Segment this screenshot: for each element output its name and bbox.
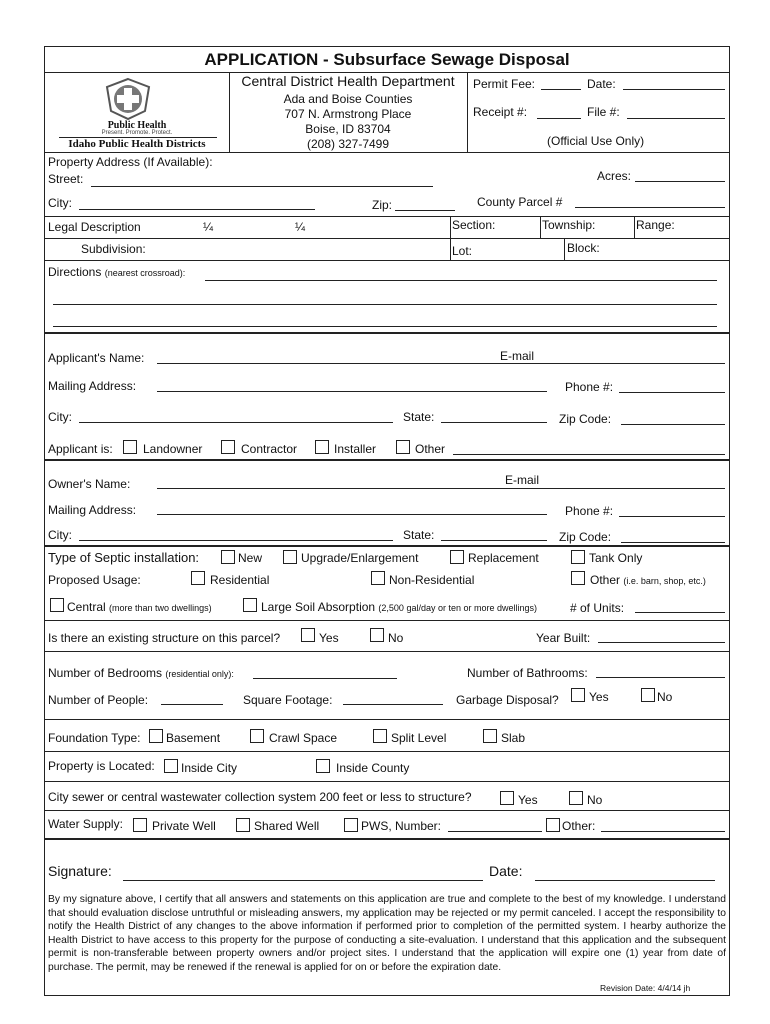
split-level-label: Split Level	[391, 731, 447, 745]
sewer-no-checkbox[interactable]	[569, 791, 583, 805]
units-field[interactable]	[635, 612, 725, 613]
owner-mailing-field[interactable]	[157, 514, 547, 515]
water-other-checkbox[interactable]	[546, 818, 560, 832]
foundation-label: Foundation Type:	[48, 731, 141, 745]
directions-field-2[interactable]	[53, 304, 717, 305]
signature-label: Signature:	[48, 863, 112, 879]
city-label: City:	[48, 196, 72, 210]
contractor-checkbox[interactable]	[221, 440, 235, 454]
divider	[45, 751, 729, 752]
city-field[interactable]	[79, 209, 315, 210]
central-label: Central (more than two dwellings)	[67, 600, 212, 614]
contractor-label: Contractor	[241, 442, 298, 456]
sqft-label: Square Footage:	[243, 693, 333, 707]
crawl-space-checkbox[interactable]	[250, 729, 264, 743]
township-label: Township:	[542, 218, 596, 232]
sewer-yes-label: Yes	[518, 793, 538, 807]
signature-date-field[interactable]	[535, 880, 715, 881]
owner-name-field[interactable]	[157, 488, 725, 489]
county-parcel-field[interactable]	[575, 207, 725, 208]
subdivision-label: Subdivision:	[81, 242, 146, 256]
zip-field[interactable]	[395, 210, 455, 211]
shared-well-checkbox[interactable]	[236, 818, 250, 832]
landowner-label: Landowner	[143, 442, 203, 456]
directions-field[interactable]	[205, 280, 717, 281]
applicant-mailing-field[interactable]	[157, 391, 547, 392]
installer-checkbox[interactable]	[315, 440, 329, 454]
divider	[45, 838, 729, 840]
receipt-label: Receipt #:	[473, 105, 528, 119]
range-label: Range:	[636, 218, 675, 232]
owner-state-label: State:	[403, 528, 435, 542]
other-usage-checkbox[interactable]	[571, 571, 585, 585]
inside-city-checkbox[interactable]	[164, 759, 178, 773]
signature-date-label: Date:	[489, 863, 523, 879]
other-usage-label: Other (i.e. barn, shop, etc.)	[590, 573, 706, 587]
sqft-field[interactable]	[343, 704, 443, 705]
divider	[45, 152, 729, 153]
applicant-phone-label: Phone #:	[565, 380, 614, 394]
existing-yes-checkbox[interactable]	[301, 628, 315, 642]
property-address-label: Property Address (If Available):	[48, 155, 213, 169]
central-checkbox[interactable]	[50, 598, 64, 612]
divider	[45, 810, 729, 811]
water-other-field[interactable]	[601, 831, 725, 832]
split-level-checkbox[interactable]	[373, 729, 387, 743]
county-parcel-label: County Parcel #	[477, 195, 563, 209]
street-field[interactable]	[91, 186, 433, 187]
garbage-no-checkbox[interactable]	[641, 688, 655, 702]
legal-description-label: Legal Description	[48, 220, 141, 234]
applicant-state-field[interactable]	[441, 422, 547, 423]
file-label: File #:	[587, 105, 620, 119]
acres-field[interactable]	[635, 181, 725, 182]
crawl-space-label: Crawl Space	[269, 731, 338, 745]
year-built-label: Year Built:	[536, 631, 591, 645]
water-supply-label: Water Supply:	[48, 817, 123, 831]
people-label: Number of People:	[48, 693, 149, 707]
owner-phone-label: Phone #:	[565, 504, 614, 518]
applicant-city-label: City:	[48, 410, 72, 424]
applicant-phone-field[interactable]	[619, 392, 725, 393]
existing-no-checkbox[interactable]	[370, 628, 384, 642]
divider	[45, 332, 729, 334]
divider	[45, 216, 729, 217]
directions-label: Directions (nearest crossroad):	[48, 265, 186, 279]
date-label: Date:	[587, 77, 616, 91]
existing-structure-label: Is there an existing structure on this parcel?	[48, 631, 281, 645]
non-residential-label: Non-Residential	[389, 573, 475, 587]
applicant-city-field[interactable]	[79, 422, 393, 423]
divider	[45, 781, 729, 782]
street-label: Street:	[48, 172, 84, 186]
bedrooms-field[interactable]	[253, 678, 397, 679]
divider	[634, 216, 635, 238]
divider	[45, 545, 729, 547]
acres-label: Acres:	[597, 169, 632, 183]
applicant-state-label: State:	[403, 410, 435, 424]
inside-city-label: Inside City	[181, 761, 238, 775]
applicant-zip-field[interactable]	[621, 424, 725, 425]
permit-fee-field[interactable]	[541, 89, 581, 90]
bedrooms-label: Number of Bedrooms (residential only):	[48, 666, 234, 680]
zip-label: Zip:	[372, 198, 393, 212]
applicant-other-field[interactable]	[453, 454, 725, 455]
replacement-checkbox[interactable]	[450, 550, 464, 564]
divider	[564, 238, 565, 260]
application-form	[44, 46, 730, 996]
divider	[45, 459, 729, 461]
applicant-name-field[interactable]	[157, 363, 725, 364]
inside-county-label: Inside County	[336, 761, 410, 775]
residential-label: Residential	[210, 573, 270, 587]
private-well-label: Private Well	[152, 819, 216, 833]
divider	[45, 260, 729, 261]
dept-street: 707 N. Armstrong Place	[284, 107, 412, 121]
quarter-1: ¼	[203, 220, 214, 234]
owner-name-label: Owner's Name:	[48, 477, 131, 491]
divider	[45, 238, 729, 239]
block-label: Block:	[567, 241, 600, 255]
water-other-label: Other:	[562, 819, 596, 833]
other-checkbox[interactable]	[396, 440, 410, 454]
slab-label: Slab	[501, 731, 526, 745]
signature-field[interactable]	[123, 880, 483, 881]
units-label: # of Units:	[570, 601, 625, 615]
garbage-label: Garbage Disposal?	[456, 693, 559, 707]
large-soil-label: Large Soil Absorption (2,500 gal/day or ten or more dwellings)	[261, 600, 538, 614]
garbage-yes-checkbox[interactable]	[571, 688, 585, 702]
dept-name: Central District Health Department	[241, 73, 455, 89]
sewer-yes-checkbox[interactable]	[500, 791, 514, 805]
applicant-name-label: Applicant's Name:	[48, 351, 145, 365]
shared-well-label: Shared Well	[254, 819, 320, 833]
logo-org: Idaho Public Health Districts	[68, 138, 206, 150]
garbage-no-label: No	[657, 690, 673, 704]
applicant-mailing-label: Mailing Address:	[48, 379, 137, 393]
receipt-field[interactable]	[537, 118, 581, 119]
divider	[467, 72, 468, 152]
divider	[540, 216, 541, 238]
garbage-yes-label: Yes	[589, 690, 609, 704]
people-field[interactable]	[161, 704, 223, 705]
sewer-no-label: No	[587, 793, 603, 807]
bathrooms-label: Number of Bathrooms:	[467, 666, 588, 680]
upgrade-label: Upgrade/Enlargement	[301, 551, 419, 565]
slab-checkbox[interactable]	[483, 729, 497, 743]
located-label: Property is Located:	[48, 759, 155, 773]
owner-zip-field[interactable]	[621, 542, 725, 543]
pws-number-field[interactable]	[448, 831, 542, 832]
owner-mailing-label: Mailing Address:	[48, 503, 137, 517]
year-built-field[interactable]	[598, 642, 725, 643]
basement-checkbox[interactable]	[149, 729, 163, 743]
owner-city-label: City:	[48, 528, 72, 542]
dept-phone: (208) 327-7499	[306, 137, 390, 151]
non-residential-checkbox[interactable]	[371, 571, 385, 585]
file-field[interactable]	[627, 118, 725, 119]
owner-email-label: E-mail	[505, 473, 540, 487]
logo-tagline: Present. Promote. Protect.	[101, 130, 173, 136]
proposed-usage-label: Proposed Usage:	[48, 573, 141, 587]
applicant-is-label: Applicant is:	[48, 442, 113, 456]
installer-label: Installer	[334, 442, 377, 456]
applicant-zip-label: Zip Code:	[559, 412, 612, 426]
septic-type-label: Type of Septic installation:	[48, 550, 200, 565]
lot-label: Lot:	[452, 244, 473, 258]
divider	[45, 651, 729, 652]
divider	[45, 719, 729, 720]
applicant-email-label: E-mail	[500, 349, 535, 363]
revision-date: Revision Date: 4/4/14 jh	[600, 983, 691, 993]
inside-county-checkbox[interactable]	[316, 759, 330, 773]
tank-only-label: Tank Only	[589, 551, 643, 565]
tank-only-checkbox[interactable]	[571, 550, 585, 564]
dept-city: Boise, ID 83704	[305, 122, 391, 136]
divider	[45, 620, 729, 621]
new-checkbox[interactable]	[221, 550, 235, 564]
quarter-2: ¼	[295, 220, 306, 234]
existing-no-label: No	[388, 631, 404, 645]
owner-state-field[interactable]	[441, 540, 547, 541]
upgrade-checkbox[interactable]	[283, 550, 297, 564]
date-field[interactable]	[623, 89, 725, 90]
pws-checkbox[interactable]	[344, 818, 358, 832]
new-label: New	[238, 551, 263, 565]
official-use-note: (Official Use Only)	[547, 134, 645, 148]
private-well-checkbox[interactable]	[133, 818, 147, 832]
permit-fee-label: Permit Fee:	[473, 77, 536, 91]
residential-checkbox[interactable]	[191, 571, 205, 585]
pws-label: PWS, Number:	[361, 819, 442, 833]
certification-text: By my signature above, I certify that all answers and statements on this application are true and complete to the best of my knowledge. I understand that should evaluation disclose untruthful or misleading answers, my application may be rejected or my permit canceled. I accept the responsibility to notify the Health District of any changes to the above information if performed prior to completion of the permitted system. I hearby authorize the Health District to have access to this property for the purpose of conducting a site-evaluation. I understand that this application and the subsequent permit is non-transferable between property owners and/or project sites. I understand that the application will expire one (1) year from date of purchase. The permit, may be renewed if the renewal is applied for on or before the expiration date.	[48, 894, 726, 973]
bathrooms-field[interactable]	[596, 677, 725, 678]
landowner-checkbox[interactable]	[123, 440, 137, 454]
owner-zip-label: Zip Code:	[559, 530, 612, 544]
form-title: APPLICATION - Subsurface Sewage Disposal	[204, 50, 570, 69]
sewer-label: City sewer or central wastewater collection system 200 feet or less to structure?	[48, 790, 472, 804]
section-label: Section:	[452, 218, 496, 232]
basement-label: Basement	[166, 731, 221, 745]
public-health-logo	[103, 77, 153, 126]
large-soil-checkbox[interactable]	[243, 598, 257, 612]
existing-yes-label: Yes	[319, 631, 339, 645]
replacement-label: Replacement	[468, 551, 539, 565]
logo-name: Public Health	[107, 120, 167, 131]
owner-city-field[interactable]	[79, 540, 393, 541]
owner-phone-field[interactable]	[619, 516, 725, 517]
directions-field-3[interactable]	[53, 326, 717, 327]
other-label: Other	[415, 442, 446, 456]
dept-counties: Ada and Boise Counties	[283, 92, 413, 106]
